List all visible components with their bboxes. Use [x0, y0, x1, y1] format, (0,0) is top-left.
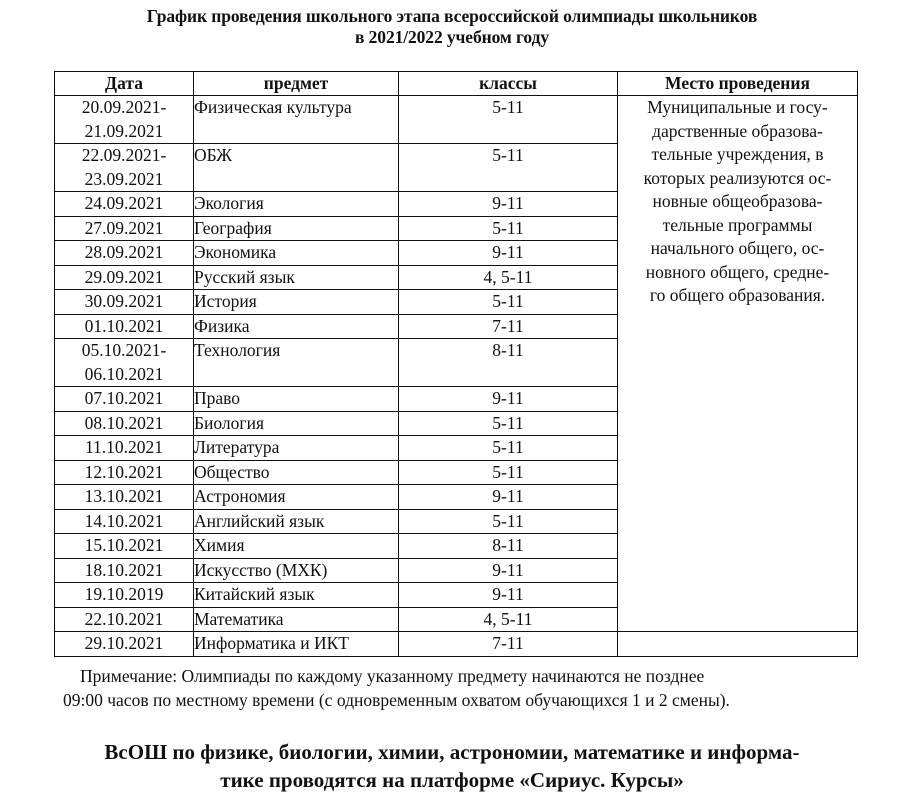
classes-cell: 9-11 — [399, 192, 618, 217]
date-cell: 18.10.2021 — [55, 558, 194, 583]
date-cell: 07.10.2021 — [55, 387, 194, 412]
note-line-2: 09:00 часов по местному времени (с одновременным охватом обучающихся 1 и 2 смены). — [63, 690, 730, 710]
place-cell — [618, 96, 858, 632]
place-line: которых реализуются ос- — [643, 167, 832, 188]
classes-cell: 9-11 — [399, 583, 618, 608]
table-row — [55, 632, 858, 657]
date-cell: 30.09.2021 — [55, 290, 194, 315]
title-line-1: График проведения школьного этапа всероссийской олимпиады школьников — [146, 6, 758, 26]
subject-cell: Общество — [194, 460, 399, 485]
subject-cell: Английский язык — [194, 509, 399, 534]
classes-cell: 5-11 — [399, 216, 618, 241]
subject-cell: Физика — [194, 314, 399, 339]
note-paragraph — [0, 664, 904, 712]
table-header-row — [55, 72, 858, 96]
classes-cell: 5-11 — [399, 144, 618, 192]
subject-cell: Биология — [194, 411, 399, 436]
place-line: тельные учреждения, в — [651, 144, 824, 164]
classes-cell: 9-11 — [399, 241, 618, 266]
place-line: новного общего, средне- — [645, 261, 830, 282]
date-line-2: 23.09.2021 — [84, 168, 164, 189]
subject-cell: Китайский язык — [194, 583, 399, 608]
date-cell: 11.10.2021 — [55, 436, 194, 461]
classes-cell: 4, 5-11 — [399, 265, 618, 290]
classes-cell: 7-11 — [399, 632, 618, 657]
date-line-1: 05.10.2021- — [81, 340, 167, 360]
classes-cell: 7-11 — [399, 314, 618, 339]
place-line: дарственные образова- — [652, 120, 823, 141]
classes-cell: 9-11 — [399, 558, 618, 583]
note-line-1: Примечание: Олимпиады по каждому указанному предмету начинаются не позднее — [80, 666, 705, 686]
subject-cell: Экология — [194, 192, 399, 217]
classes-cell: 5-11 — [399, 460, 618, 485]
classes-cell: 8-11 — [399, 534, 618, 559]
date-cell — [55, 339, 194, 387]
subject-cell: Физическая культура — [194, 96, 399, 144]
subject-cell: Математика — [194, 607, 399, 632]
date-cell: 27.09.2021 — [55, 216, 194, 241]
date-line-2: 21.09.2021 — [84, 120, 164, 141]
classes-cell: 9-11 — [399, 387, 618, 412]
place-line: начального общего, ос- — [650, 238, 825, 258]
date-cell: 08.10.2021 — [55, 411, 194, 436]
classes-cell: 5-11 — [399, 509, 618, 534]
date-cell: 22.10.2021 — [55, 607, 194, 632]
classes-cell: 5-11 — [399, 411, 618, 436]
platform-notice — [0, 738, 904, 794]
date-cell: 24.09.2021 — [55, 192, 194, 217]
olympiad-schedule-table — [54, 71, 858, 657]
place-line: го общего образования. — [649, 285, 826, 305]
header-subject: предмет — [194, 72, 399, 96]
subject-cell: Технология — [194, 339, 399, 387]
header-classes: классы — [399, 72, 618, 96]
classes-cell: 5-11 — [399, 290, 618, 315]
subject-cell: Химия — [194, 534, 399, 559]
subject-cell: Право — [194, 387, 399, 412]
place-line: новные общеобразова- — [652, 191, 823, 211]
classes-cell: 9-11 — [399, 485, 618, 510]
document-title — [0, 6, 904, 48]
header-place: Место проведения — [618, 72, 858, 96]
classes-cell: 8-11 — [399, 339, 618, 387]
date-line-1: 22.09.2021- — [81, 145, 167, 165]
platform-notice-line-2: тике проводятся на платформе «Сириус. Курсы» — [220, 768, 684, 792]
date-cell: 14.10.2021 — [55, 509, 194, 534]
date-cell: 01.10.2021 — [55, 314, 194, 339]
subject-cell: Литература — [194, 436, 399, 461]
table-row — [55, 96, 858, 144]
subject-cell: Астрономия — [194, 485, 399, 510]
date-cell — [55, 144, 194, 192]
classes-cell: 4, 5-11 — [399, 607, 618, 632]
title-line-2: в 2021/2022 учебном году — [355, 27, 549, 47]
date-cell: 19.10.2019 — [55, 583, 194, 608]
subject-cell: Информатика и ИКТ — [194, 632, 399, 657]
classes-cell: 5-11 — [399, 436, 618, 461]
date-cell: 28.09.2021 — [55, 241, 194, 266]
subject-cell: История — [194, 290, 399, 315]
date-cell: 13.10.2021 — [55, 485, 194, 510]
date-cell: 29.09.2021 — [55, 265, 194, 290]
place-line: тельные программы — [662, 214, 813, 235]
date-cell — [55, 96, 194, 144]
place-line: Муниципальные и госу- — [647, 97, 828, 117]
place-cell-empty — [618, 632, 858, 657]
platform-notice-line-1: ВсОШ по физике, биологии, химии, астрономии, математике и информа- — [104, 740, 800, 764]
subject-cell: Экономика — [194, 241, 399, 266]
date-line-1: 20.09.2021- — [81, 97, 167, 117]
subject-cell: Искусство (МХК) — [194, 558, 399, 583]
subject-cell: География — [194, 216, 399, 241]
date-cell: 15.10.2021 — [55, 534, 194, 559]
classes-cell: 5-11 — [399, 96, 618, 144]
subject-cell: ОБЖ — [194, 144, 399, 192]
subject-cell: Русский язык — [194, 265, 399, 290]
date-line-2: 06.10.2021 — [84, 363, 164, 384]
date-cell: 12.10.2021 — [55, 460, 194, 485]
date-cell: 29.10.2021 — [55, 632, 194, 657]
header-date: Дата — [55, 72, 194, 96]
